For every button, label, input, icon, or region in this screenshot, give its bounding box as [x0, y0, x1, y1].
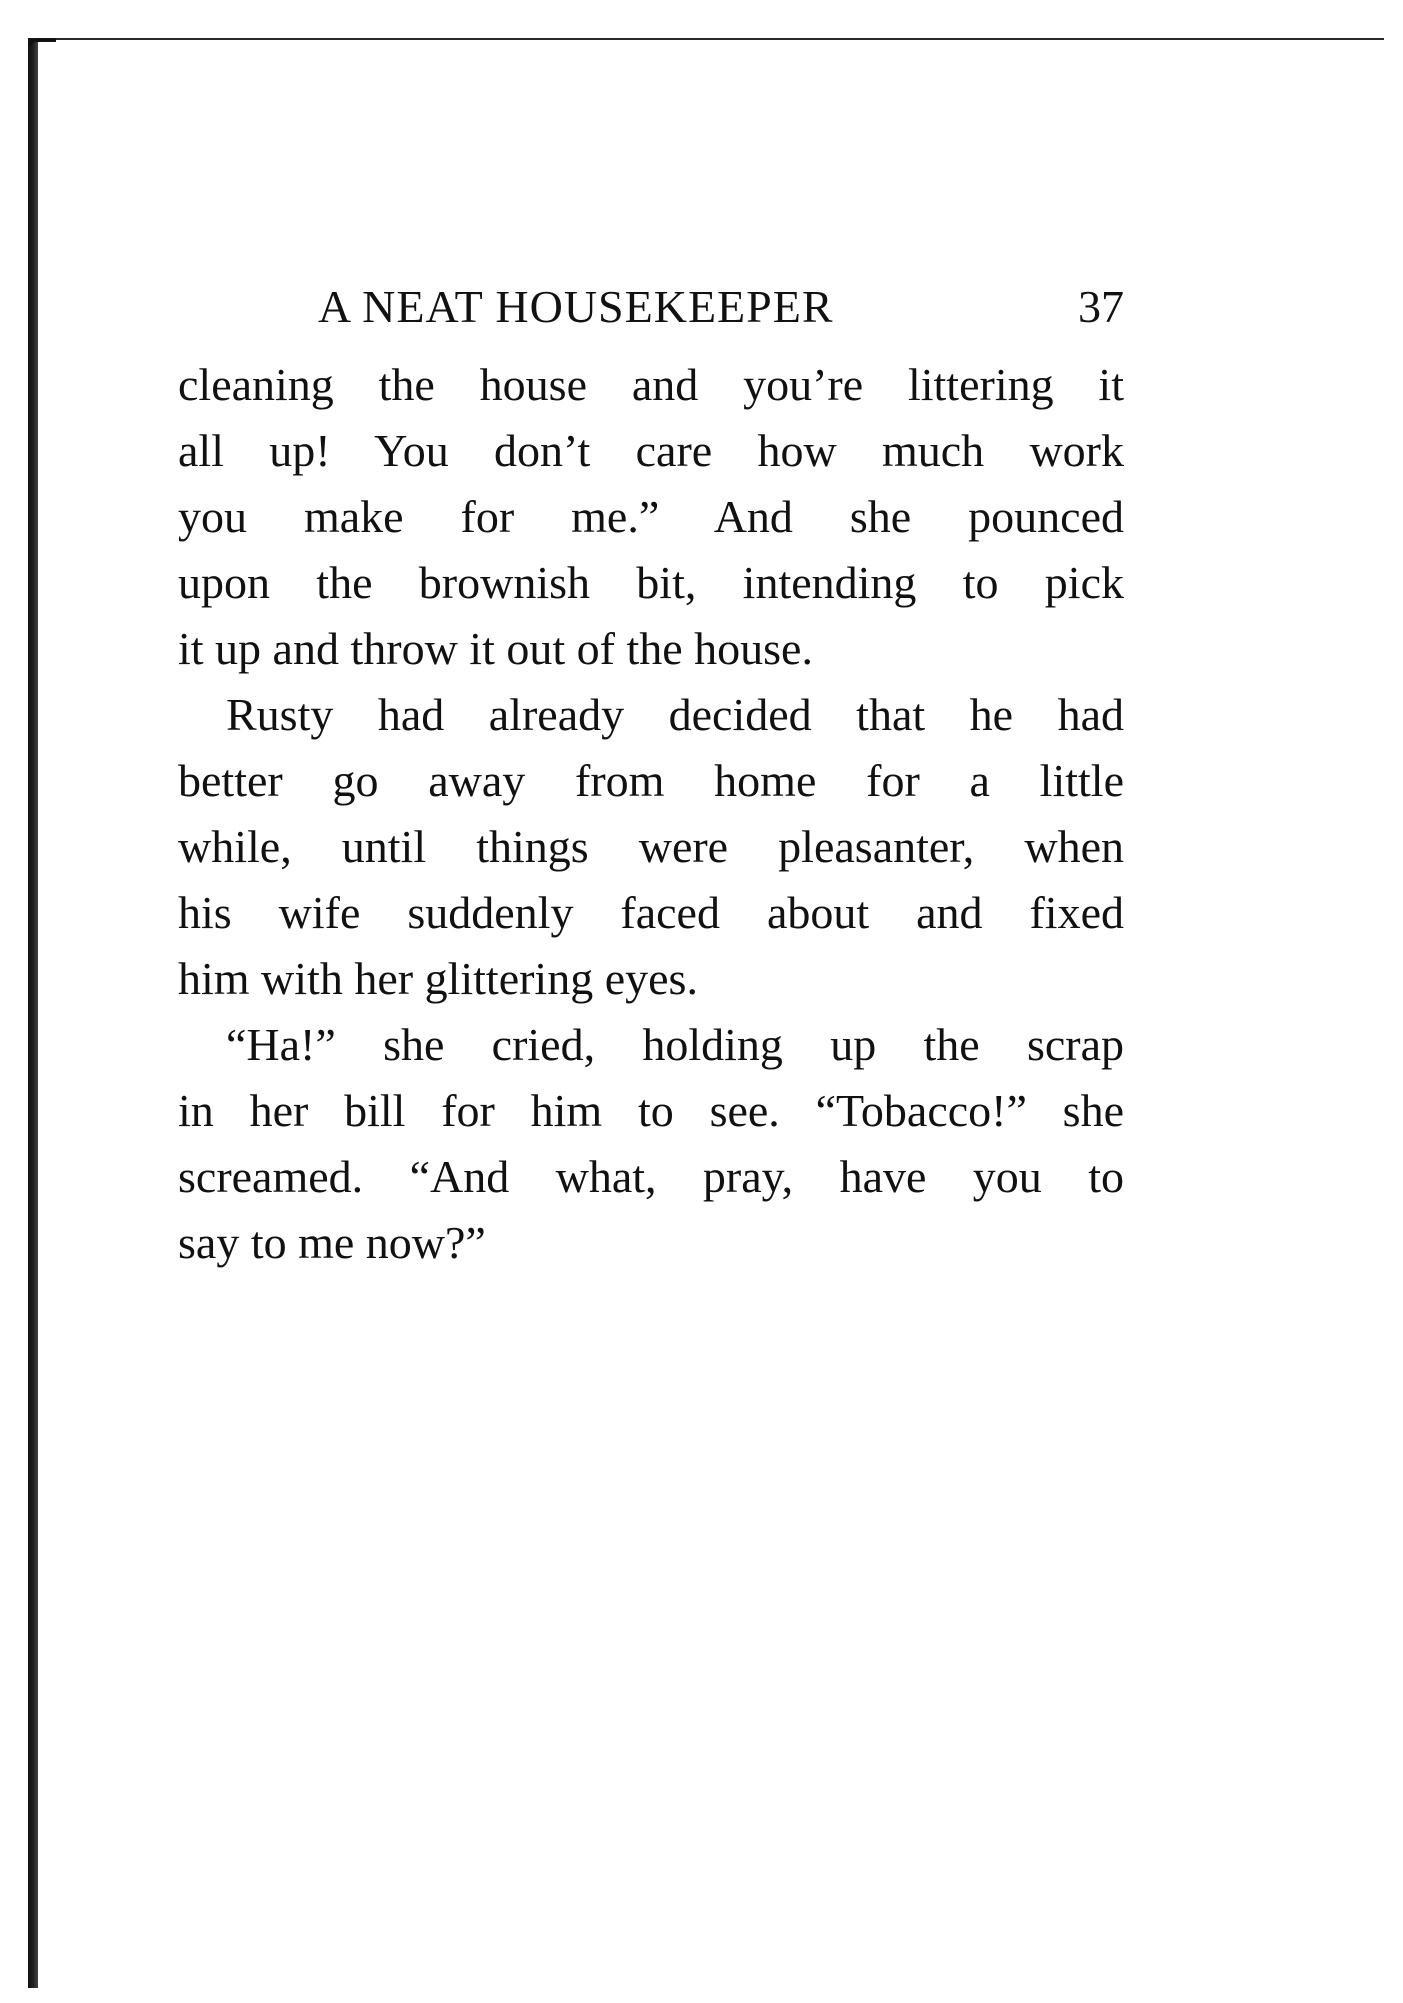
running-title: A NEAT HOUSEKEEPER	[318, 281, 834, 332]
page-content	[178, 280, 1124, 1276]
paragraph-1	[178, 352, 1124, 682]
text-line: “Ha!” she cried, holding up the scrap	[226, 1019, 1124, 1070]
text-line: Rusty had already decided that he had	[226, 689, 1124, 740]
paragraph-3	[178, 1012, 1124, 1276]
paragraph-2	[178, 682, 1124, 1012]
page-top-rule	[34, 38, 1384, 40]
text-line: in her bill for him to see. “Tobacco!” she	[178, 1085, 1124, 1136]
text-line: while, until things were pleasanter, when	[178, 821, 1124, 872]
text-line: better go away from home for a little	[178, 755, 1124, 806]
page-number: 37	[1078, 281, 1124, 332]
page-left-curl	[28, 38, 56, 46]
text-line: you make for me.” And she pounced	[178, 491, 1124, 542]
text-line: it up and throw it out of the house.	[178, 623, 813, 674]
text-line: him with her glittering eyes.	[178, 953, 698, 1004]
text-line: all up! You don’t care how much work	[178, 425, 1124, 476]
text-line: upon the brownish bit, intending to pick	[178, 557, 1124, 608]
text-line: cleaning the house and you’re littering it	[178, 359, 1124, 410]
text-line: his wife suddenly faced about and fixed	[178, 887, 1124, 938]
page-left-edge	[28, 38, 38, 1988]
text-line: screamed. “And what, pray, have you to	[178, 1151, 1124, 1202]
running-head	[178, 280, 1124, 350]
text-line: say to me now?”	[178, 1217, 486, 1268]
